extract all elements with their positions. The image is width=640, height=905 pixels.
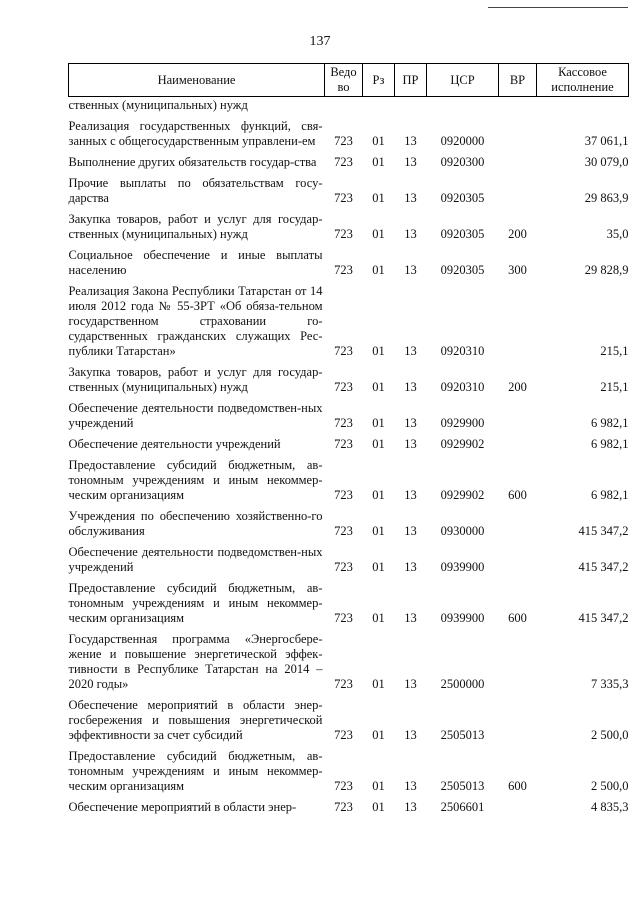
table-row <box>69 452 629 503</box>
header-pr: ПР <box>395 64 427 97</box>
cell-amount: 6 982,1 <box>591 437 629 451</box>
cell-csr: 0929900 <box>440 416 485 430</box>
cell-rz: 01 <box>372 227 385 241</box>
header-row <box>69 64 629 97</box>
cell-amount: 35,0 <box>606 227 629 241</box>
cell-name: Учреждения по обеспечению хозяйственно-го обслуживания <box>68 509 323 538</box>
cell-amount: 2 500,0 <box>591 728 629 742</box>
cell-csr <box>427 97 499 114</box>
cell-csr: 2506601 <box>440 800 485 814</box>
cell-name: Государственная программа «Энергосбере-жение и повышение энергетической эффек-тивности в Республике Татарстан на 2014 – 2020 годы» <box>68 632 323 691</box>
table-row <box>69 113 629 149</box>
table-row <box>69 395 629 431</box>
table-row <box>69 743 629 794</box>
cell-ved: 723 <box>334 728 353 742</box>
cell-vr <box>499 539 537 575</box>
cell-vr <box>499 503 537 539</box>
cell-amount: 215,1 <box>600 344 629 358</box>
cell-csr: 0920305 <box>440 191 485 205</box>
cell-ved: 723 <box>334 677 353 691</box>
header-cash: Кассовое исполнение <box>537 64 629 97</box>
cell-rz: 01 <box>372 134 385 148</box>
cell-vr <box>499 149 537 170</box>
cell-pr: 13 <box>404 227 417 241</box>
cell-amount: 30 079,0 <box>584 155 629 169</box>
cell-name: Закупка товаров, работ и услуг для государ-ственных (муниципальных) нужд <box>68 365 323 394</box>
cell-csr: 2505013 <box>440 728 485 742</box>
cell-vr: 600 <box>508 611 527 625</box>
cell-ved: 723 <box>334 611 353 625</box>
cell-csr: 0920305 <box>440 263 485 277</box>
cell-name: Обеспечение мероприятий в области энер-госбережения и повышения энергетической эффективности за счет субсидий <box>68 698 323 742</box>
cell-csr: 0920000 <box>440 134 485 148</box>
cell-name: Обеспечение деятельности учреждений <box>68 437 281 451</box>
cell-ved: 723 <box>334 779 353 793</box>
cell-ved: 723 <box>334 380 353 394</box>
cell-vr <box>499 170 537 206</box>
page-number: 137 <box>309 34 331 49</box>
table-row <box>69 97 629 114</box>
header-rz: Рз <box>363 64 395 97</box>
budget-table <box>68 63 629 815</box>
cell-csr: 2505013 <box>440 779 485 793</box>
table-row <box>69 242 629 278</box>
cell-amount: 215,1 <box>600 380 629 394</box>
cell-pr: 13 <box>404 779 417 793</box>
cell-vr <box>499 626 537 692</box>
cell-csr: 0939900 <box>440 611 485 625</box>
cell-vr: 600 <box>508 488 527 502</box>
cell-rz: 01 <box>372 728 385 742</box>
cell-pr: 13 <box>404 800 417 814</box>
cell-name: Предоставление субсидий бюджетным, ав-тономным учреждениям и иным некоммер-ческим организациям <box>68 581 323 625</box>
header-name: Наименование <box>69 64 325 97</box>
cell-amount: 2 500,0 <box>591 779 629 793</box>
cell-pr: 13 <box>404 416 417 430</box>
cell-amount: 4 835,3 <box>591 800 629 814</box>
table-row <box>69 692 629 743</box>
cell-name: Выполнение других обязательств государ-ства <box>68 155 317 169</box>
cell-pr: 13 <box>404 380 417 394</box>
cell-csr: 2500000 <box>440 677 485 691</box>
header-vr: ВР <box>499 64 537 97</box>
cell-ved: 723 <box>334 800 353 814</box>
cell-rz: 01 <box>372 611 385 625</box>
cell-pr: 13 <box>404 437 417 451</box>
table-row <box>69 431 629 452</box>
cell-rz: 01 <box>372 380 385 394</box>
table-body <box>69 97 629 816</box>
cell-amount: 29 828,9 <box>584 263 629 277</box>
cell-name: Обеспечение деятельности подведомствен-ных учреждений <box>68 545 323 574</box>
cell-ved: 723 <box>334 416 353 430</box>
cell-name: Реализация Закона Республики Татарстан от 14 июля 2012 года № 55-ЗРТ «Об обяза-тельном государственном страховании го-сударственных гражданских служащих Рес-публики Татарстан» <box>68 284 323 358</box>
cell-vr: 200 <box>508 380 527 394</box>
table-row <box>69 170 629 206</box>
cell-vr <box>499 692 537 743</box>
cell-rz: 01 <box>372 488 385 502</box>
cell-csr: 0930000 <box>440 524 485 538</box>
cell-name: Обеспечение мероприятий в области энер- <box>68 800 297 814</box>
cell-ved: 723 <box>334 488 353 502</box>
cell-ved: 723 <box>334 263 353 277</box>
cell-ved: 723 <box>334 560 353 574</box>
cell-name: Социальное обеспечение и иные выплаты населению <box>68 248 323 277</box>
header-ved: Ведо во <box>325 64 363 97</box>
cell-pr: 13 <box>404 524 417 538</box>
cell-name: Закупка товаров, работ и услуг для государ-ственных (муниципальных) нужд <box>68 212 323 241</box>
cell-rz: 01 <box>372 437 385 451</box>
cell-vr <box>499 97 537 114</box>
cell-pr: 13 <box>404 134 417 148</box>
cell-ved: 723 <box>334 344 353 358</box>
cell-vr <box>499 431 537 452</box>
table-row <box>69 575 629 626</box>
cell-pr: 13 <box>404 611 417 625</box>
cell-ved: 723 <box>334 155 353 169</box>
cell-ved <box>325 97 363 114</box>
cell-amount: 415 347,2 <box>578 524 629 538</box>
cell-pr: 13 <box>404 677 417 691</box>
cell-vr: 300 <box>508 263 527 277</box>
cell-ved: 723 <box>334 227 353 241</box>
cell-vr: 600 <box>508 779 527 793</box>
cell-rz: 01 <box>372 191 385 205</box>
cell-csr: 0920305 <box>440 227 485 241</box>
cell-amount: 6 982,1 <box>591 416 629 430</box>
cell-csr: 0929902 <box>440 437 485 451</box>
cell-amount: 7 335,3 <box>591 677 629 691</box>
cell-csr: 0939900 <box>440 560 485 574</box>
cell-name: Обеспечение деятельности подведомствен-ных учреждений <box>68 401 323 430</box>
cell-rz: 01 <box>372 779 385 793</box>
table-row <box>69 359 629 395</box>
cell-vr <box>499 278 537 359</box>
cell-pr: 13 <box>404 344 417 358</box>
table-row <box>69 503 629 539</box>
table-row <box>69 149 629 170</box>
table-row <box>69 278 629 359</box>
cell-ved: 723 <box>334 437 353 451</box>
cell-amount: 29 863,9 <box>584 191 629 205</box>
cell-rz: 01 <box>372 155 385 169</box>
cell-amount <box>537 97 629 114</box>
cell-rz: 01 <box>372 344 385 358</box>
cell-amount: 6 982,1 <box>591 488 629 502</box>
cell-rz: 01 <box>372 677 385 691</box>
cell-pr: 13 <box>404 263 417 277</box>
cell-rz: 01 <box>372 263 385 277</box>
table-row <box>69 626 629 692</box>
cell-rz: 01 <box>372 560 385 574</box>
cell-vr <box>499 395 537 431</box>
cell-name: ственных (муниципальных) нужд <box>68 98 248 112</box>
table-row <box>69 794 629 815</box>
cell-csr: 0920310 <box>440 380 485 394</box>
cell-csr: 0920310 <box>440 344 485 358</box>
cell-csr: 0929902 <box>440 488 485 502</box>
cell-name: Предоставление субсидий бюджетным, ав-тономным учреждениям и иным некоммер-ческим организациям <box>68 458 323 502</box>
cell-ved: 723 <box>334 134 353 148</box>
cell-rz: 01 <box>372 416 385 430</box>
cell-pr: 13 <box>404 560 417 574</box>
cell-ved: 723 <box>334 191 353 205</box>
cell-rz <box>363 97 395 114</box>
cell-rz: 01 <box>372 800 385 814</box>
cell-csr: 0920300 <box>440 155 485 169</box>
cell-vr: 200 <box>508 227 527 241</box>
cell-amount: 37 061,1 <box>584 134 629 148</box>
header-csr: ЦСР <box>427 64 499 97</box>
cell-vr <box>499 794 537 815</box>
cell-pr: 13 <box>404 488 417 502</box>
cell-rz: 01 <box>372 524 385 538</box>
cell-amount: 415 347,2 <box>578 611 629 625</box>
top-rule <box>488 7 628 8</box>
cell-pr: 13 <box>404 728 417 742</box>
cell-name: Прочие выплаты по обязательствам госу-дарства <box>68 176 323 205</box>
table-row <box>69 206 629 242</box>
cell-vr <box>499 113 537 149</box>
cell-name: Реализация государственных функций, свя-занных с общегосударственным управлени-ем <box>68 119 323 148</box>
cell-amount: 415 347,2 <box>578 560 629 574</box>
cell-ved: 723 <box>334 524 353 538</box>
table-row <box>69 539 629 575</box>
cell-pr: 13 <box>404 191 417 205</box>
cell-pr <box>395 97 427 114</box>
cell-name: Предоставление субсидий бюджетным, ав-тономным учреждениям и иным некоммер-ческим организациям <box>68 749 323 793</box>
cell-pr: 13 <box>404 155 417 169</box>
